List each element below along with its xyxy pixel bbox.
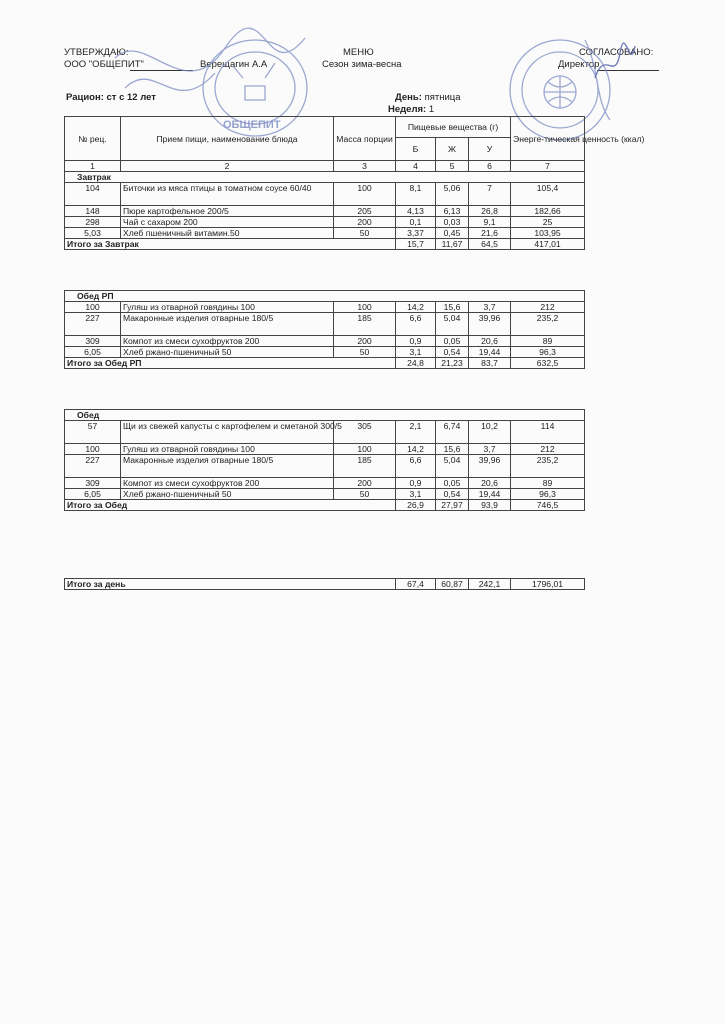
total-protein: 26,9 xyxy=(396,500,436,511)
recipe-number: 6,05 xyxy=(65,489,121,500)
total-fat: 11,67 xyxy=(436,239,469,250)
spacer-cell xyxy=(65,250,585,291)
dish-name: Чай с сахаром 200 xyxy=(121,217,334,228)
column-index: 6 xyxy=(469,161,511,172)
portion-mass: 100 xyxy=(334,302,396,313)
portion-mass: 205 xyxy=(334,206,396,217)
day-total-protein: 67,4 xyxy=(396,579,436,590)
table-row xyxy=(65,347,585,358)
stamp-text: ОБЩЕПИТ xyxy=(223,119,281,131)
recipe-number: 57 xyxy=(65,421,121,444)
carbs: 7 xyxy=(469,183,511,206)
total-energy: 746,5 xyxy=(511,500,585,511)
fat: 0,54 xyxy=(436,489,469,500)
week-value: 1 xyxy=(428,104,435,115)
column-index: 7 xyxy=(511,161,585,172)
organization-name: ООО "ОБЩЕПИТ" xyxy=(64,59,144,70)
header-energy: Энерге-тическая ценность (ккал) xyxy=(511,117,585,161)
protein: 3,37 xyxy=(396,228,436,239)
recipe-number: 309 xyxy=(65,336,121,347)
energy: 105,4 xyxy=(511,183,585,206)
table-row xyxy=(65,183,585,206)
header-portion-mass: Масса порции xyxy=(334,117,396,161)
carbs: 39,96 xyxy=(469,455,511,478)
recipe-number: 5,03 xyxy=(65,228,121,239)
protein: 6,6 xyxy=(396,455,436,478)
table-row xyxy=(65,206,585,217)
dish-name: Гуляш из отварной говядины 100 xyxy=(121,444,334,455)
total-energy: 417,01 xyxy=(511,239,585,250)
carbs: 19,44 xyxy=(469,347,511,358)
fat: 6,13 xyxy=(436,206,469,217)
energy: 96,3 xyxy=(511,489,585,500)
section-title-row xyxy=(65,172,585,183)
table-row xyxy=(65,478,585,489)
section-title: Завтрак xyxy=(65,172,585,183)
recipe-number: 298 xyxy=(65,217,121,228)
fat: 5,06 xyxy=(436,183,469,206)
total-carbs: 93,9 xyxy=(469,500,511,511)
document-title: МЕНЮ xyxy=(343,47,374,58)
portion-mass: 200 xyxy=(334,336,396,347)
dish-name: Компот из смеси сухофруктов 200 xyxy=(121,478,334,489)
approved-label: УТВЕРЖДАЮ: xyxy=(64,47,129,58)
column-index: 5 xyxy=(436,161,469,172)
energy: 235,2 xyxy=(511,455,585,478)
table-row xyxy=(65,336,585,347)
recipe-number: 100 xyxy=(65,302,121,313)
week-label: Неделя: xyxy=(388,104,427,115)
director-label: Директор xyxy=(558,59,600,70)
dish-name: Хлеб ржано-пшеничный 50 xyxy=(121,489,334,500)
section-total-row xyxy=(65,500,585,511)
fat: 15,6 xyxy=(436,444,469,455)
column-index: 2 xyxy=(121,161,334,172)
protein: 8,1 xyxy=(396,183,436,206)
carbs: 3,7 xyxy=(469,444,511,455)
portion-mass: 50 xyxy=(334,347,396,358)
recipe-number: 104 xyxy=(65,183,121,206)
table-row xyxy=(65,455,585,478)
day-total-label: Итого за день xyxy=(65,579,396,590)
carbs: 39,96 xyxy=(469,313,511,336)
dish-name: Пюре картофельное 200/5 xyxy=(121,206,334,217)
dish-name: Макаронные изделия отварные 180/5 xyxy=(121,455,334,478)
header-carbs: У xyxy=(469,138,511,161)
section-total-label: Итого за Завтрак xyxy=(65,239,396,250)
header-protein: Б xyxy=(396,138,436,161)
protein: 0,1 xyxy=(396,217,436,228)
protein: 0,9 xyxy=(396,336,436,347)
section-title: Обед xyxy=(65,410,585,421)
dish-name: Гуляш из отварной говядины 100 xyxy=(121,302,334,313)
fat: 5,04 xyxy=(436,313,469,336)
energy: 96,3 xyxy=(511,347,585,358)
protein: 14,2 xyxy=(396,302,436,313)
carbs: 20,6 xyxy=(469,336,511,347)
table-row xyxy=(65,313,585,336)
energy: 114 xyxy=(511,421,585,444)
section-spacer xyxy=(65,369,585,410)
portion-mass: 185 xyxy=(334,313,396,336)
energy: 25 xyxy=(511,217,585,228)
carbs: 20,6 xyxy=(469,478,511,489)
section-total-label: Итого за Обед xyxy=(65,500,396,511)
spacer-cell xyxy=(65,369,585,410)
table-row xyxy=(65,444,585,455)
protein: 14,2 xyxy=(396,444,436,455)
fat: 5,04 xyxy=(436,455,469,478)
fat: 0,05 xyxy=(436,478,469,489)
dish-name: Хлеб ржано-пшеничный 50 xyxy=(121,347,334,358)
portion-mass: 100 xyxy=(334,444,396,455)
fat: 6,74 xyxy=(436,421,469,444)
table-header-row xyxy=(65,117,585,138)
energy: 89 xyxy=(511,336,585,347)
total-protein: 15,7 xyxy=(396,239,436,250)
recipe-number: 309 xyxy=(65,478,121,489)
approver-signature-line xyxy=(130,70,193,71)
carbs: 21,6 xyxy=(469,228,511,239)
section-title-row xyxy=(65,410,585,421)
day-total-row xyxy=(65,579,585,590)
section-total-row xyxy=(65,239,585,250)
table-row xyxy=(65,217,585,228)
fat: 15,6 xyxy=(436,302,469,313)
carbs: 26,8 xyxy=(469,206,511,217)
protein: 3,1 xyxy=(396,347,436,358)
fat: 0,05 xyxy=(436,336,469,347)
portion-mass: 100 xyxy=(334,183,396,206)
recipe-number: 227 xyxy=(65,313,121,336)
carbs: 10,2 xyxy=(469,421,511,444)
protein: 4,13 xyxy=(396,206,436,217)
header-recipe-number: № рец. xyxy=(65,117,121,161)
day-total-fat: 60,87 xyxy=(436,579,469,590)
energy: 103,95 xyxy=(511,228,585,239)
approver-name: Верещагин А.А xyxy=(200,59,268,70)
section-title-row xyxy=(65,291,585,302)
director-signature-line xyxy=(597,70,659,71)
total-carbs: 64,5 xyxy=(469,239,511,250)
energy: 89 xyxy=(511,478,585,489)
total-energy: 632,5 xyxy=(511,358,585,369)
ration-label: Рацион: ст с 12 лет xyxy=(66,92,156,103)
recipe-number: 227 xyxy=(65,455,121,478)
dish-name: Компот из смеси сухофруктов 200 xyxy=(121,336,334,347)
portion-mass: 305 xyxy=(334,421,396,444)
energy: 182,66 xyxy=(511,206,585,217)
header-dish-name: Прием пищи, наименование блюда xyxy=(121,117,334,161)
total-fat: 21,23 xyxy=(436,358,469,369)
energy: 212 xyxy=(511,302,585,313)
season: Сезон зима-весна xyxy=(322,59,402,70)
column-index: 1 xyxy=(65,161,121,172)
recipe-number: 6,05 xyxy=(65,347,121,358)
recipe-number: 148 xyxy=(65,206,121,217)
header-fat: Ж xyxy=(436,138,469,161)
total-protein: 24,8 xyxy=(396,358,436,369)
section-spacer xyxy=(65,250,585,291)
carbs: 19,44 xyxy=(469,489,511,500)
fat: 0,45 xyxy=(436,228,469,239)
week-field xyxy=(388,104,434,115)
table-row xyxy=(65,489,585,500)
day-total-energy: 1796,01 xyxy=(511,579,585,590)
protein: 3,1 xyxy=(396,489,436,500)
portion-mass: 200 xyxy=(334,478,396,489)
column-index: 3 xyxy=(334,161,396,172)
section-title: Обед РП xyxy=(65,291,585,302)
total-carbs: 83,7 xyxy=(469,358,511,369)
protein: 0,9 xyxy=(396,478,436,489)
energy: 212 xyxy=(511,444,585,455)
recipe-number: 100 xyxy=(65,444,121,455)
day-value: пятница xyxy=(424,92,461,103)
agreed-label: СОГЛАСОВАНО: xyxy=(579,47,654,58)
dish-name: Макаронные изделия отварные 180/5 xyxy=(121,313,334,336)
total-fat: 27,97 xyxy=(436,500,469,511)
day-field xyxy=(395,92,460,103)
carbs: 3,7 xyxy=(469,302,511,313)
carbs: 9,1 xyxy=(469,217,511,228)
portion-mass: 50 xyxy=(334,489,396,500)
column-index-row xyxy=(65,161,585,172)
day-total-table xyxy=(64,578,585,590)
portion-mass: 185 xyxy=(334,455,396,478)
protein: 2,1 xyxy=(396,421,436,444)
section-total-row xyxy=(65,358,585,369)
menu-table xyxy=(64,116,645,511)
portion-mass: 200 xyxy=(334,217,396,228)
day-total-carbs: 242,1 xyxy=(469,579,511,590)
header-nutrients: Пищевые вещества (г) xyxy=(396,117,511,138)
protein: 6,6 xyxy=(396,313,436,336)
dish-name: Хлеб пшеничный витамин.50 xyxy=(121,228,334,239)
fat: 0,54 xyxy=(436,347,469,358)
fat: 0,03 xyxy=(436,217,469,228)
dish-name: Щи из свежей капусты с картофелем и сметаной 300/5 xyxy=(121,421,334,444)
portion-mass: 50 xyxy=(334,228,396,239)
energy: 235,2 xyxy=(511,313,585,336)
column-index: 4 xyxy=(396,161,436,172)
table-row xyxy=(65,421,585,444)
day-label: День: xyxy=(395,92,422,103)
table-row xyxy=(65,228,585,239)
dish-name: Биточки из мяса птицы в томатном соусе 60/40 xyxy=(121,183,334,206)
table-row xyxy=(65,302,585,313)
section-total-label: Итого за Обед РП xyxy=(65,358,396,369)
